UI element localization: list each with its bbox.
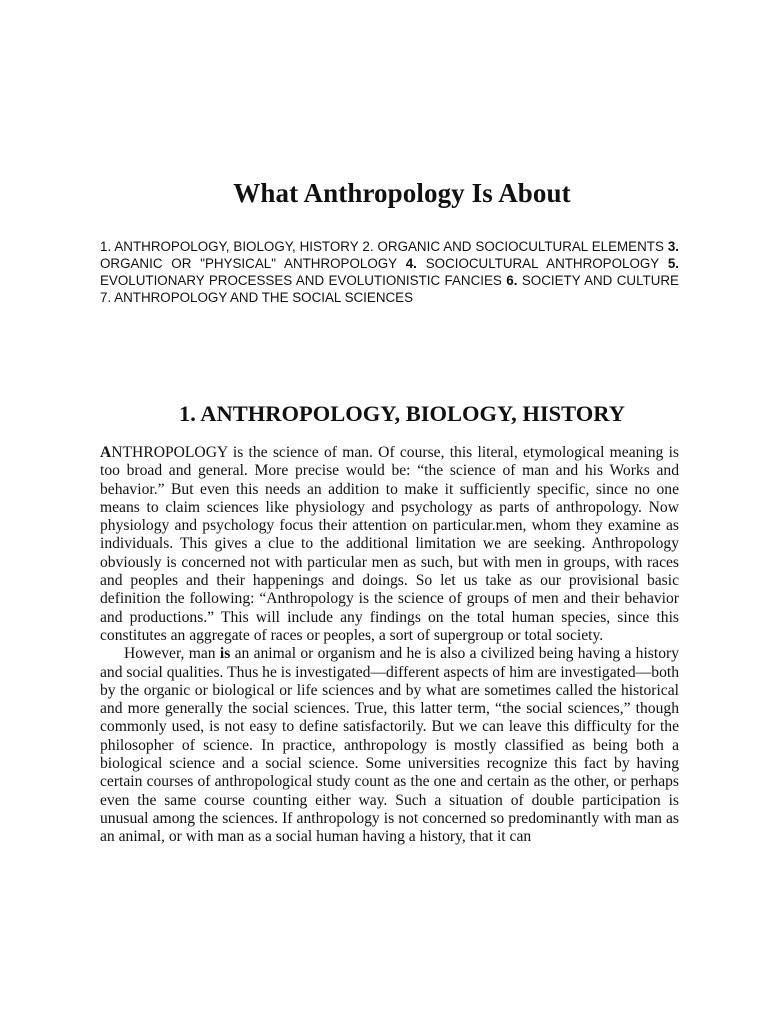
- section-title: 1. ANTHROPOLOGY, BIOLOGY, HISTORY: [179, 401, 625, 426]
- emphasis-text: is: [219, 645, 231, 663]
- paragraph-text: However, man: [124, 645, 220, 663]
- chapter-title: What Anthropology Is About: [233, 178, 571, 208]
- section-body: [100, 444, 679, 847]
- toc-item: [100, 239, 358, 254]
- paragraph-text: an animal or organism and he is also a civilized being having a history and social qualities. Thus he is investigated—different aspects of him are investigated—both by the organic or biological or life sciences and by what are sometimes called the historical and more generally the social sciences. True, this latter term, “the social sciences,” though commonly used, is not easy to define satisfactorily. But we can leave this difficulty for the philosopher of science. In practice, anthropology is mostly classified as being both a biological science and a social science. Some universities recognize this fact by having certain courses of anthropological study count as the one and certain as the other, or perhaps even the same course counting either way. Such a situation of double participation is unusual among the sciences. If anthropology is not concerned so predominantly with man as an animal, or with man as a social human having a history, that it can: [100, 645, 679, 846]
- toc-item-number: 5.: [667, 256, 679, 271]
- paragraph-text: NTHROPOLOGY is the science of man. Of course, this literal, etymological meaning is too broad and general. More precise would be: “the science of man and his Works and behavior.” But even this needs an addition to make it sufficiently specific, since no one means to claim sciences like physiology and psychology as parts of anthropology. Now physiology and psychology focus their attention on particular.men, whom they examine as individuals. This gives a clue to the additional limitation we are seeking. Anthropology obviously is concerned not with particular men as such, but with men in groups, with races and peoples and their happenings and doings. So let us take as our provisional basic definition the following: “Anthropology is the science of groups of men and their behavior and productions.” This will include any findings on the total human species, since this constitutes an aggregate of races or peoples, a sort of supergroup or total society.: [100, 444, 679, 644]
- toc-item-number: 1.: [100, 239, 112, 254]
- toc-item: [406, 256, 659, 271]
- toc-item-number: 2.: [362, 239, 374, 254]
- toc-item-label: ANTHROPOLOGY AND THE SOCIAL SCIENCES: [114, 290, 414, 305]
- toc-item-label: ORGANIC AND SOCIOCULTURAL ELEMENTS: [377, 239, 664, 254]
- toc-item-number: 4.: [405, 256, 417, 271]
- body-paragraph: [100, 444, 679, 645]
- initial-letter: A: [100, 444, 112, 461]
- toc-item: [100, 290, 413, 305]
- chapter-contents: [100, 238, 679, 306]
- body-paragraph: [100, 645, 679, 846]
- toc-item: [506, 273, 679, 288]
- toc-item-label: ORGANIC OR "PHYSICAL" ANTHROPOLOGY: [100, 256, 397, 271]
- toc-item-number: 7.: [100, 290, 112, 305]
- toc-item: [362, 239, 664, 254]
- toc-item-label: SOCIETY AND CULTURE: [521, 273, 679, 288]
- toc-item-number: 3.: [667, 239, 679, 254]
- toc-item-label: EVOLUTIONARY PROCESSES AND EVOLUTIONISTIC FANCIES: [100, 273, 502, 288]
- toc-item-number: 6.: [506, 273, 518, 288]
- toc-item-label: ANTHROPOLOGY, BIOLOGY, HISTORY: [114, 239, 359, 254]
- toc-item-label: SOCIOCULTURAL ANTHROPOLOGY: [425, 256, 659, 271]
